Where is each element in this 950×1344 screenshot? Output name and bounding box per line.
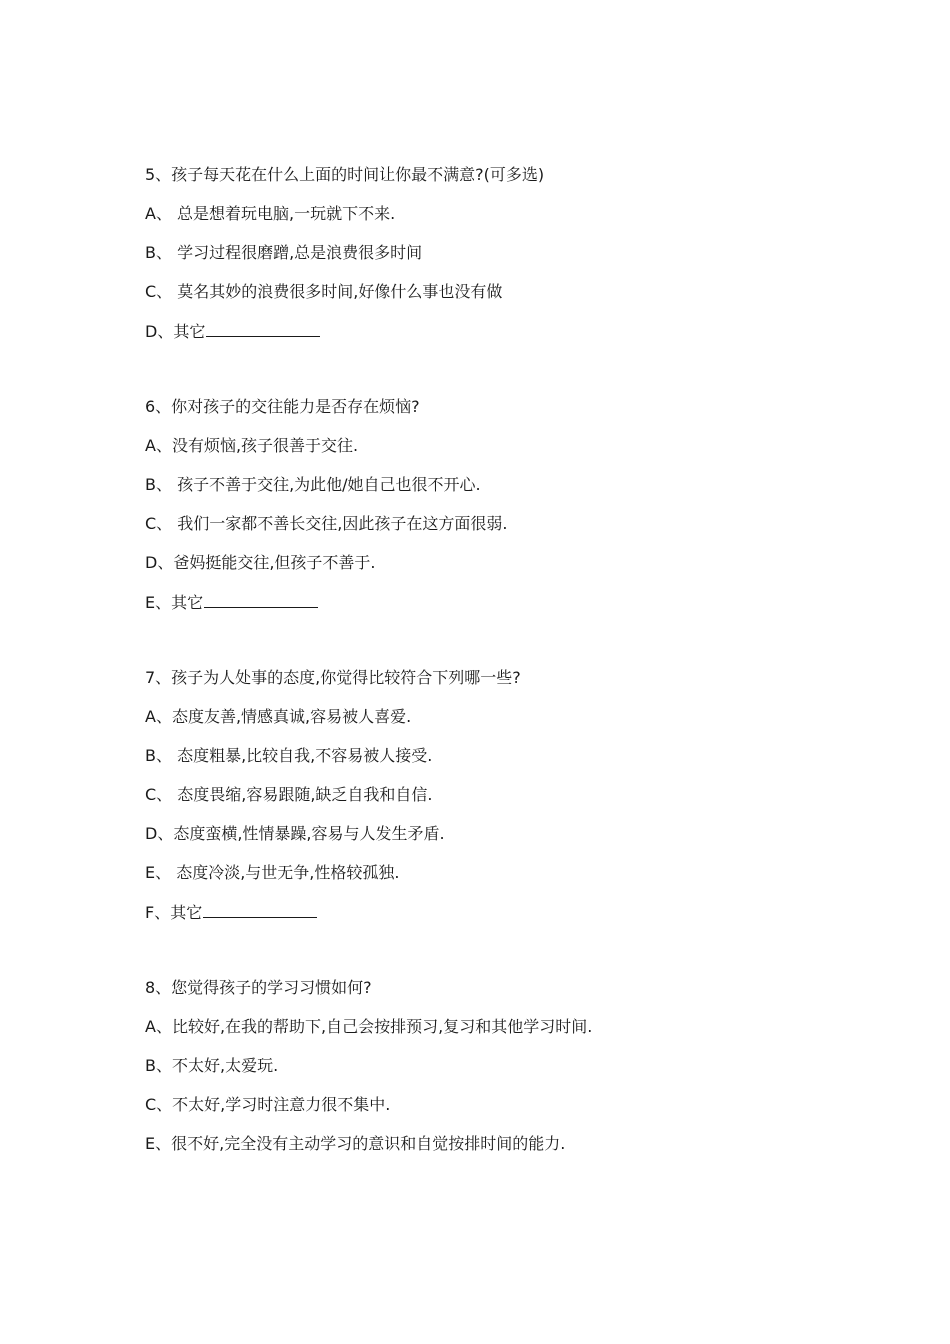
question-7-option-e: E、 态度冷淡,与世无争,性格较孤独. <box>145 863 400 882</box>
question-8-option-a: A、比较好,在我的帮助下,自己会按排预习,复习和其他学习时间. <box>145 1017 593 1036</box>
question-7-option-c: C、 态度畏缩,容易跟随,缺乏自我和自信. <box>145 785 433 804</box>
fill-in-blank <box>206 321 320 337</box>
option-label: F、其它 <box>145 903 203 922</box>
fill-in-blank <box>203 902 317 918</box>
question-6-text: 6、你对孩子的交往能力是否存在烦恼? <box>145 397 420 416</box>
question-6-option-a: A、没有烦恼,孩子很善于交往. <box>145 436 359 455</box>
question-5-option-c: C、 莫名其妙的浪费很多时间,好像什么事也没有做 <box>145 282 503 301</box>
question-6-option-d: D、爸妈挺能交往,但孩子不善于. <box>145 553 376 572</box>
question-8-text: 8、您觉得孩子的学习习惯如何? <box>145 978 372 997</box>
question-6-option-c: C、 我们一家都不善长交往,因此孩子在这方面很弱. <box>145 514 508 533</box>
option-label: E、其它 <box>145 593 204 612</box>
question-8-option-b: B、不太好,太爱玩. <box>145 1056 279 1075</box>
option-label: D、其它 <box>145 322 206 341</box>
question-6-option-e <box>145 592 318 613</box>
question-7-option-d: D、态度蛮横,性情暴躁,容易与人发生矛盾. <box>145 824 445 843</box>
question-7-option-a: A、态度友善,情感真诚,容易被人喜爱. <box>145 707 412 726</box>
question-6-option-b: B、 孩子不善于交往,为此他/她自己也很不开心. <box>145 475 481 494</box>
question-5-option-d <box>145 321 320 342</box>
question-5-option-a: A、 总是想着玩电脑,一玩就下不来. <box>145 204 396 223</box>
question-8-option-e: E、很不好,完全没有主动学习的意识和自觉按排时间的能力. <box>145 1134 566 1153</box>
question-7-text: 7、孩子为人处事的态度,你觉得比较符合下列哪一些? <box>145 668 521 687</box>
question-5-option-b: B、 学习过程很磨蹭,总是浪费很多时间 <box>145 243 423 262</box>
question-7-option-b: B、 态度粗暴,比较自我,不容易被人接受. <box>145 746 433 765</box>
question-5-text: 5、孩子每天花在什么上面的时间让你最不满意?(可多选) <box>145 165 545 184</box>
fill-in-blank <box>204 592 318 608</box>
question-8-option-c: C、不太好,学习时注意力很不集中. <box>145 1095 391 1114</box>
question-7-option-f <box>145 902 317 923</box>
